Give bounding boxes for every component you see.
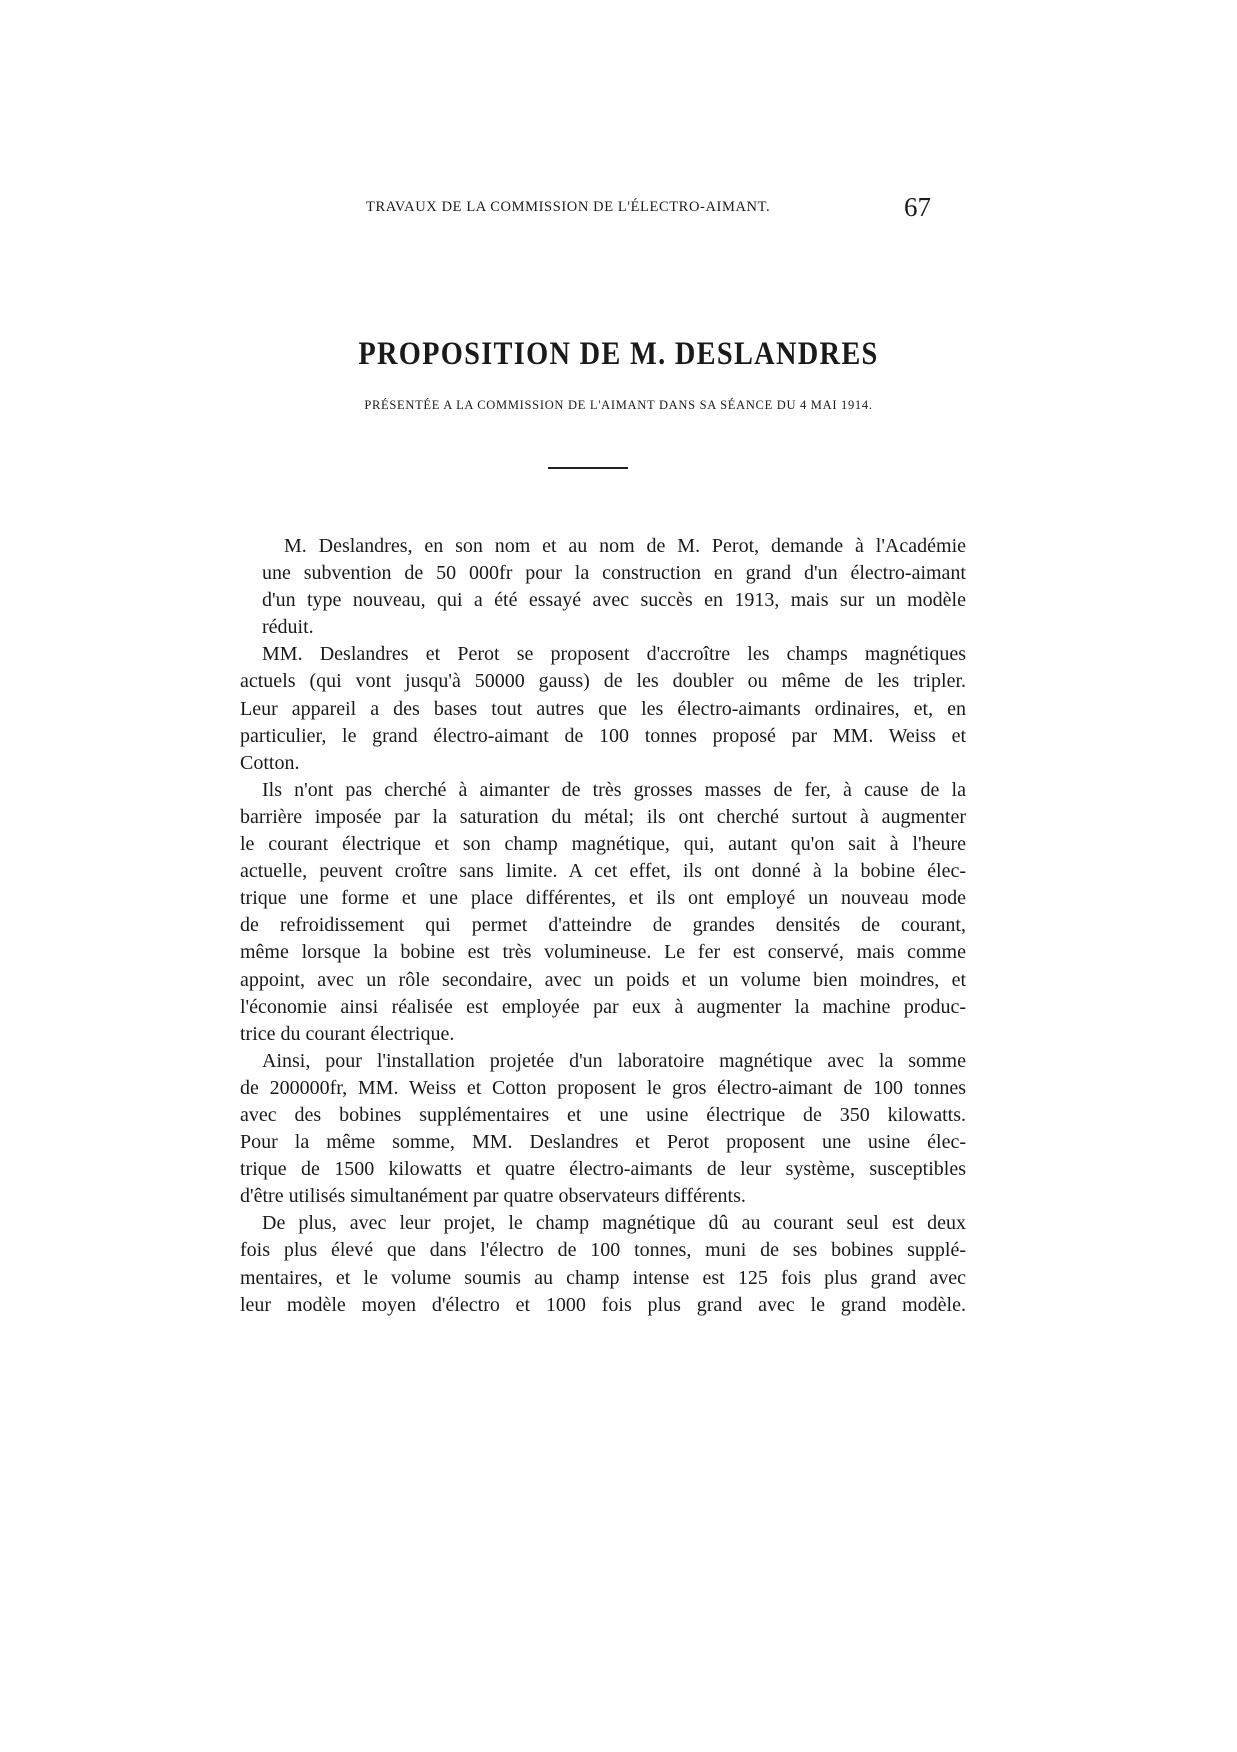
paragraph-1 [240,533,966,641]
text-line: de refroidissement qui permet d'atteindre de grandes densités de courant, [240,914,966,937]
text-line: M. Deslandres, en son nom et au nom de M. Perot, demande à l'Académie [284,535,966,557]
text-line: actuels (qui vont jusqu'à 50000 gauss) de les doubler ou même de les tripler. [240,670,966,693]
text-line: trique une forme et une place différentes, et ils ont employé un nouveau mode [240,887,966,910]
page-number: 67 [904,192,931,222]
text-line: avec des bobines supplémentaires et une usine électrique de 350 kilowatts. [240,1103,966,1126]
text-line: une subvention de 50 000fr pour la construction en grand d'un électro-aimant [262,562,966,585]
text-line: Ainsi, pour l'installation projetée d'un laboratoire magnétique avec la somme [262,1049,966,1072]
text-line: réduit. [262,616,314,639]
text-line: De plus, avec leur projet, le champ magnétique dû au courant seul est deux [262,1212,966,1235]
running-head [0,192,1237,222]
text-line: particulier, le grand électro-aimant de 100 tonnes proposé par MM. Weiss et [240,724,966,747]
text-line: d'être utilisés simultanément par quatre observateurs différents. [240,1185,746,1208]
text-line: le courant électrique et son champ magnétique, qui, autant qu'on sait à l'heure [240,833,966,856]
text-line: Cotton. [240,751,300,774]
text-line: d'un type nouveau, qui a été essayé avec succès en 1913, mais sur un modèle [262,589,966,612]
running-title: TRAVAUX DE LA COMMISSION DE L'ÉLECTRO-AIMANT. [366,199,771,215]
page-subtitle: PRÉSENTÉE A LA COMMISSION DE L'AIMANT DANS SA SÉANCE DU 4 MAI 1914. [364,398,873,412]
paragraph-3 [240,777,966,1048]
page-title: PROPOSITION DE M. DESLANDRES [358,336,879,372]
text-line: barrière imposée par la saturation du métal; ils ont cherché surtout à augmenter [240,805,966,828]
text-line: leur modèle moyen d'électro et 1000 fois plus grand avec le grand modèle. [240,1293,966,1316]
text-line: même lorsque la bobine est très volumineuse. Le fer est conservé, mais comme [240,941,966,964]
text-line: actuelle, peuvent croître sans limite. A cet effet, ils ont donné à la bobine élec- [240,860,966,883]
text-line: MM. Deslandres et Perot se proposent d'accroître les champs magnétiques [262,643,966,666]
text-line: trice du courant électrique. [240,1022,455,1045]
text-line: appoint, avec un rôle secondaire, avec un poids et un volume bien moindres, et [240,968,966,991]
text-line: Pour la même somme, MM. Deslandres et Perot proposent une usine élec- [240,1131,966,1154]
paragraph-4 [240,1048,966,1211]
text-line: Ils n'ont pas cherché à aimanter de très grosses masses de fer, à cause de la [262,778,966,801]
text-line: trique de 1500 kilowatts et quatre électro-aimants de leur système, susceptibles [240,1158,966,1181]
body-text [240,533,966,1319]
text-line: fois plus élevé que dans l'électro de 100 tonnes, muni de ses bobines supplé- [240,1239,966,1262]
text-line: l'économie ainsi réalisée est employée par eux à augmenter la machine produc- [240,995,966,1018]
paragraph-5 [240,1210,966,1318]
text-line: mentaires, et le volume soumis au champ intense est 125 fois plus grand avec [240,1266,966,1289]
paragraph-2 [240,641,966,776]
text-line: Leur appareil a des bases tout autres que les électro-aimants ordinaires, et, en [240,697,966,720]
title-divider [548,467,628,469]
text-line: de 200000fr, MM. Weiss et Cotton proposent le gros électro-aimant de 100 tonnes [240,1076,966,1099]
